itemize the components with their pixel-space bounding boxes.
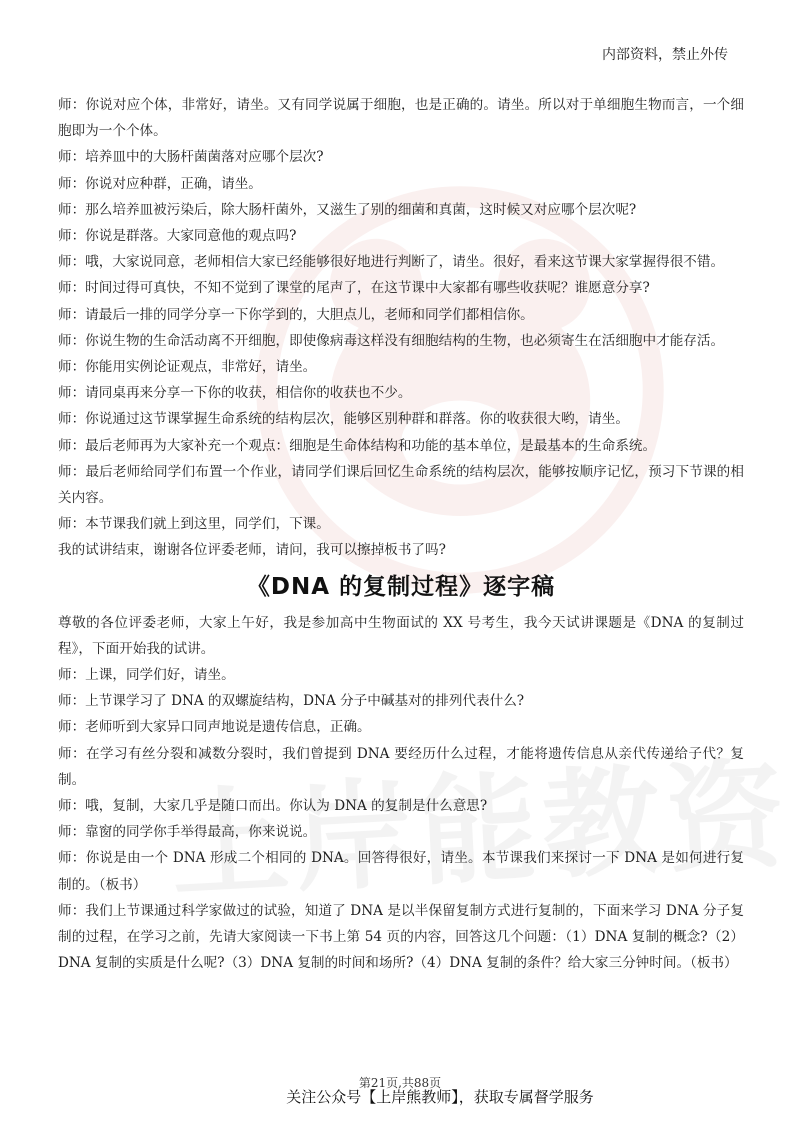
paragraph: 师：你说对应种群，正确，请坐。 bbox=[58, 175, 262, 192]
paragraph: 师：你说是群落。大家同意他的观点吗? bbox=[58, 228, 297, 245]
paragraph: 师：最后老师再为大家补充一个观点：细胞是生命体结构和功能的基本单位，是最基本的生命系统。 bbox=[58, 437, 657, 454]
document-body bbox=[58, 92, 744, 977]
paragraph: 师：本节课我们就上到这里，同学们，下课。 bbox=[58, 516, 330, 533]
paragraph: 师：培养皿中的大肠杆菌菌落对应哪个层次? bbox=[58, 149, 324, 166]
section-2 bbox=[58, 610, 744, 977]
section-1 bbox=[58, 92, 744, 564]
footer-promo: 关注公众号【上岸熊教师】，获取专属督学服务 bbox=[286, 1088, 594, 1106]
paragraph: 师：最后老师给同学们布置一个作业，请同学们课后回忆生命系统的结构层次，能够按顺序记忆，预习下节课的相关内容。 bbox=[58, 463, 744, 507]
paragraph: 师：哦，复制，大家几乎是随口而出。你认为 DNA 的复制是什么意思? bbox=[58, 798, 488, 815]
paragraph: 师：靠窗的同学你手举得最高，你来说说。 bbox=[58, 824, 317, 841]
paragraph: 师：你说对应个体，非常好，请坐。又有同学说属于细胞，也是正确的。请坐。所以对于单细胞生物而言，一个细胞即为一个个体。 bbox=[58, 97, 744, 140]
paragraph: 师：那么培养皿被污染后，除大肠杆菌外，又滋生了别的细菌和真菌，这时候又对应哪个层次呢? bbox=[58, 201, 637, 218]
paragraph: 师：哦，大家说同意，老师相信大家已经能够很好地进行判断了，请坐。很好，看来这节课大家掌握得很不错。 bbox=[58, 254, 725, 271]
page-number: 第21页,共88页 bbox=[358, 1076, 442, 1090]
paragraph: 师：我们上节课通过科学家做过的试验，知道了 DNA 是以半保留复制方式进行复制的，下面来学习 DNA 分子复制的过程，在学习之前，先请大家阅读一下书上第 54 页的内容，回答这几个问题：（1）DNA 复制的概念?（2）DNA 复制的实质是什么呢?（3）DNA 复制的时间和场所?（4）DNA 复制的条件？给大家三分钟时间。（板书） bbox=[58, 902, 744, 972]
paragraph: 师：时间过得可真快，不知不觉到了课堂的尾声了，在这节课中大家都有哪些收获呢？谁愿意分享? bbox=[58, 280, 650, 297]
paragraph: 尊敬的各位评委老师，大家上午好，我是参加高中生物面试的 XX 号考生，我今天试讲课题是《DNA 的复制过程》，下面开始我的试讲。 bbox=[58, 614, 744, 657]
paragraph: 师：上课，同学们好，请坐。 bbox=[58, 667, 235, 684]
paragraph: 师：你说生物的生命活动离不开细胞，即使像病毒这样没有细胞结构的生物，也必须寄生在活细胞中才能存活。 bbox=[58, 332, 725, 349]
paragraph: 师：你能用实例论证观点，非常好，请坐。 bbox=[58, 359, 317, 376]
paragraph: 师：请同桌再来分享一下你的收获，相信你的收获也不少。 bbox=[58, 385, 412, 402]
section-title: 《DNA 的复制过程》逐字稿 bbox=[246, 573, 556, 600]
paragraph: 师：上节课学习了 DNA 的双螺旋结构，DNA 分子中碱基对的排列代表什么? bbox=[58, 693, 525, 710]
paragraph: 师：你说是由一个 DNA 形成二个相同的 DNA。回答得很好，请坐。本节课我们来探讨一下 DNA 是如何进行复制的。（板书） bbox=[58, 850, 744, 893]
paragraph: 我的试讲结束，谢谢各位评委老师，请问，我可以擦掉板书了吗? bbox=[58, 542, 446, 559]
paragraph: 师：请最后一排的同学分享一下你学到的，大胆点儿，老师和同学们都相信你。 bbox=[58, 306, 534, 323]
paragraph: 师：老师听到大家异口同声地说是遗传信息，正确。 bbox=[58, 719, 371, 736]
paragraph: 师：在学习有丝分裂和减数分裂时，我们曾提到 DNA 要经历什么过程，才能将遗传信息从亲代传递给子代？复制。 bbox=[58, 745, 744, 788]
paragraph: 师：你说通过这节课掌握生命系统的结构层次，能够区别种群和群落。你的收获很大哟，请坐。 bbox=[58, 411, 629, 428]
confidential-note: 内部资料，禁止外传 bbox=[602, 47, 728, 63]
